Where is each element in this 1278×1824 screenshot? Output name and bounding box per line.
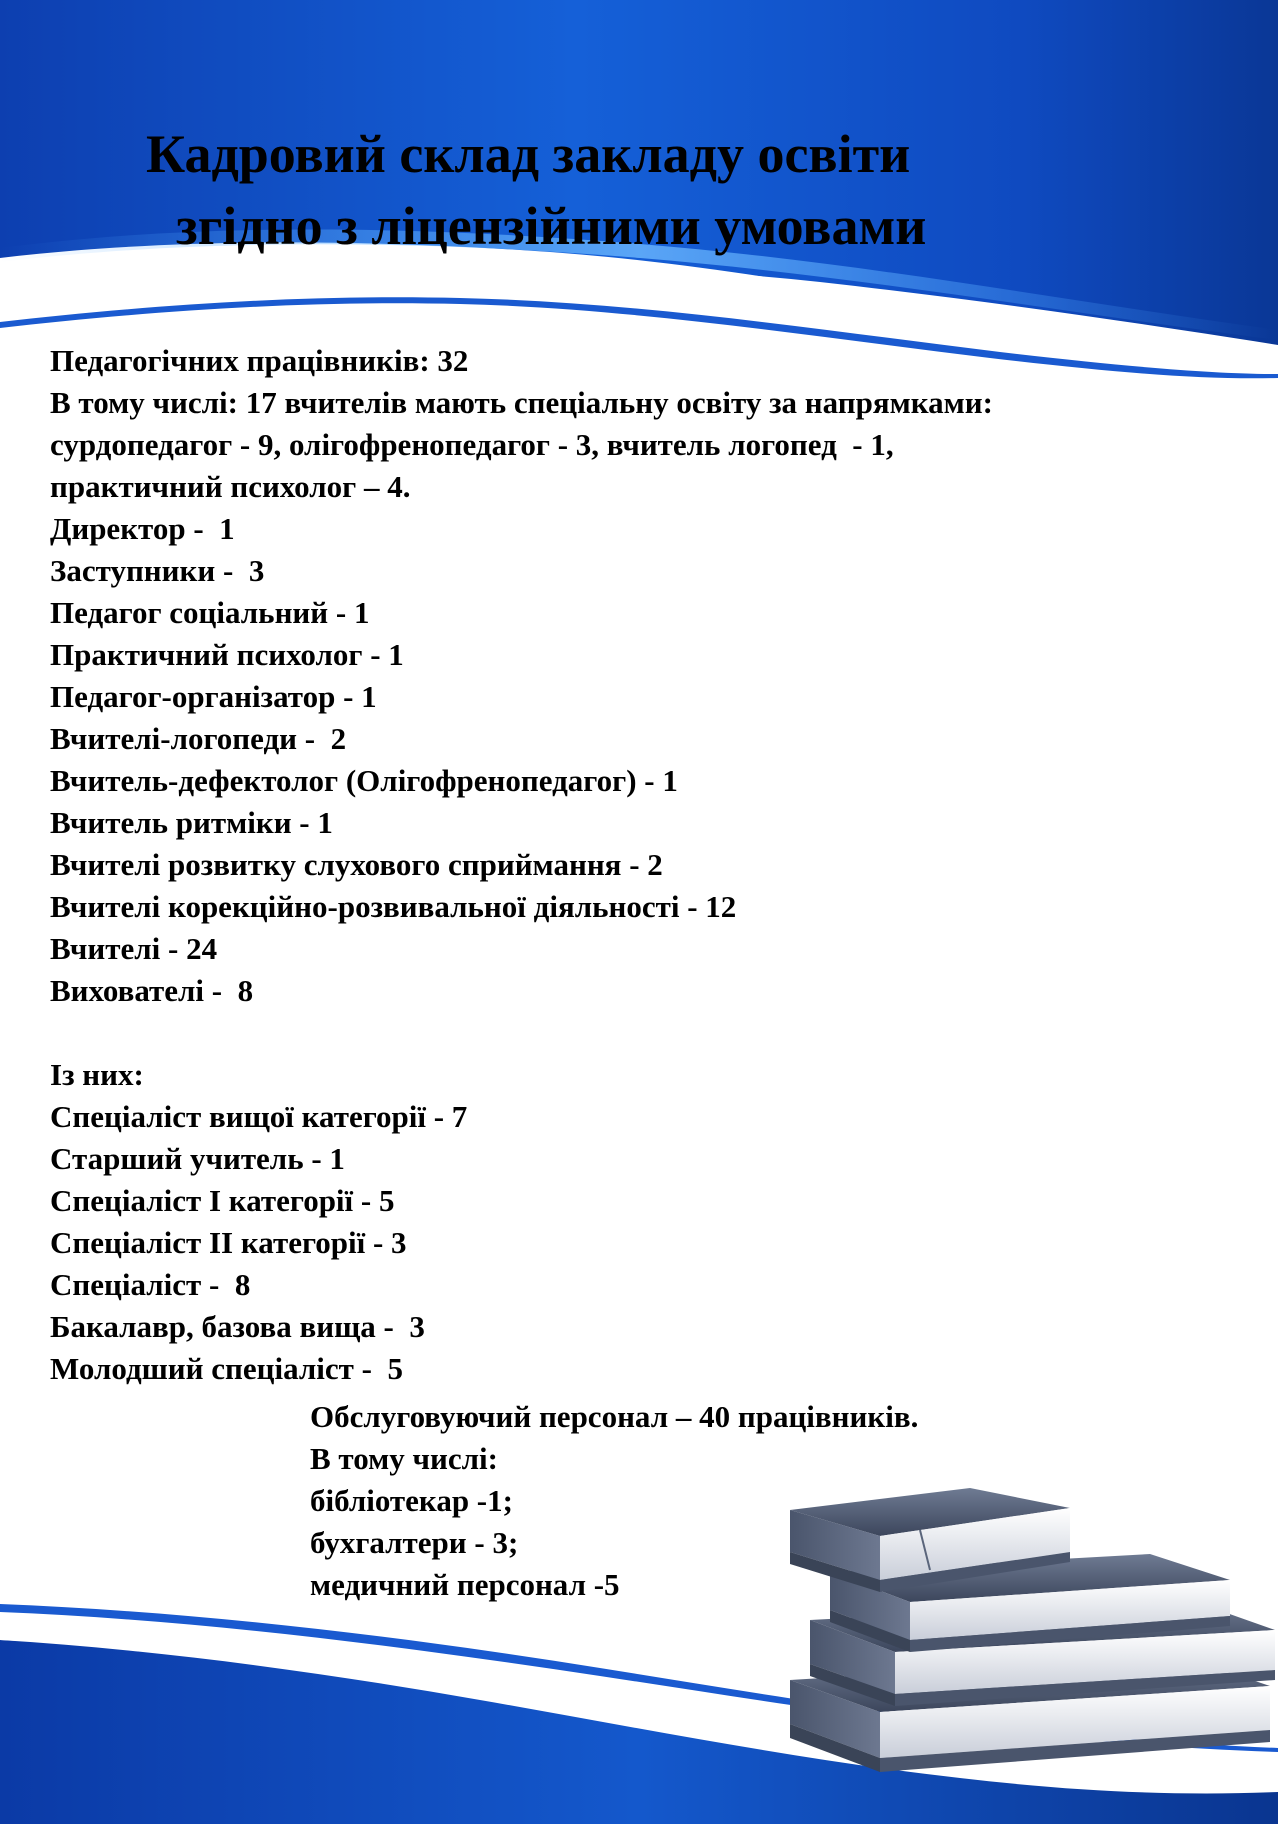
- page-title-line-2: згідно з ліцензійними умовами: [176, 196, 927, 256]
- category-line: Спеціаліст - 8: [50, 1267, 251, 1302]
- staff-line: Вчителі-логопеди - 2: [50, 721, 347, 756]
- service-line: бухгалтери - 3;: [310, 1525, 519, 1560]
- staff-line: Педагогічних працівників: 32: [50, 343, 469, 378]
- category-line: Спеціаліст І категорії - 5: [50, 1183, 395, 1218]
- staff-line: практичний психолог – 4.: [50, 469, 411, 504]
- staff-line: Директор - 1: [50, 511, 235, 546]
- service-line: В тому числі:: [310, 1441, 498, 1476]
- staff-line: Заступники - 3: [50, 553, 265, 588]
- staff-line: Вчителі - 24: [50, 931, 218, 966]
- service-line: медичний персонал -5: [310, 1567, 620, 1602]
- staff-line: Педагог-організатор - 1: [50, 679, 377, 714]
- staff-list: [50, 340, 993, 1390]
- spacer: [50, 1012, 993, 1054]
- staff-line: Вчитель-дефектолог (Олігофренопедагог) - 1: [50, 763, 678, 798]
- category-line: Спеціаліст ІІ категорії - 3: [50, 1225, 407, 1260]
- staff-line: В тому числі: 17 вчителів мають спеціальну освіту за напрямками:: [50, 385, 993, 420]
- service-line: Обслуговуючий персонал – 40 працівників.: [310, 1399, 919, 1434]
- category-line: Бакалавр, базова вища - 3: [50, 1309, 425, 1344]
- book-stack-icon: [770, 1480, 1278, 1824]
- staff-line: Вихователі - 8: [50, 973, 254, 1008]
- category-line: Молодший спеціаліст - 5: [50, 1351, 403, 1386]
- categories-heading: Із них:: [50, 1057, 144, 1092]
- staff-line: Практичний психолог - 1: [50, 637, 404, 672]
- category-line: Старший учитель - 1: [50, 1141, 345, 1176]
- staff-line: Вчитель ритміки - 1: [50, 805, 333, 840]
- service-line: бібліотекар -1;: [310, 1483, 513, 1518]
- staff-line: сурдопедагог - 9, олігофренопедагог - 3, вчитель логопед - 1,: [50, 427, 894, 462]
- page-title-line-1: Кадровий склад закладу освіти: [146, 124, 911, 184]
- staff-line: Педагог соціальний - 1: [50, 595, 370, 630]
- staff-line: Вчителі розвитку слухового сприймання - 2: [50, 847, 663, 882]
- staff-line: Вчителі корекційно-розвивальної діяльності - 12: [50, 889, 737, 924]
- category-line: Спеціаліст вищої категорії - 7: [50, 1099, 468, 1134]
